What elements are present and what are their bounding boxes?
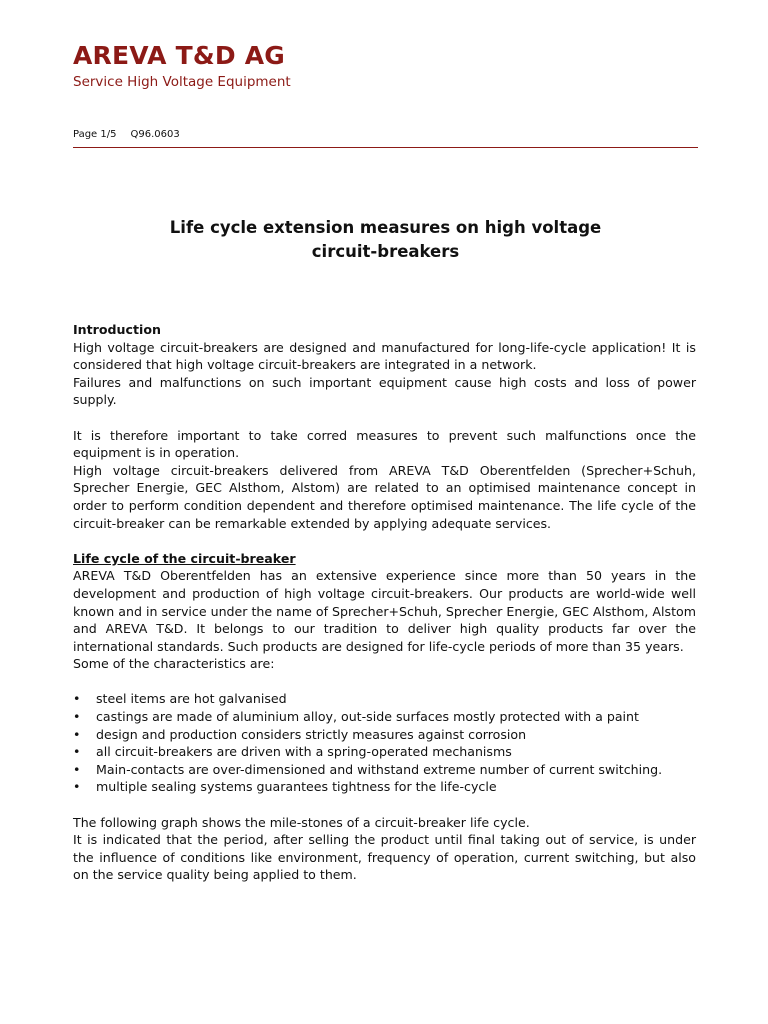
intro-paragraph-3: It is therefore important to take corred measures to prevent such malfunctions once the equipment is in operation.: [73, 427, 696, 461]
introduction-heading: Introduction: [73, 322, 161, 337]
bullet-icon: •: [73, 709, 81, 725]
document-body: [73, 321, 696, 884]
bullet-icon: •: [73, 761, 81, 777]
document-number: Q96.0603: [130, 129, 180, 140]
intro-paragraph-2: Failures and malfunctions on such important equipment cause high costs and loss of power supply.: [73, 374, 696, 408]
lifecycle-paragraph-1: AREVA T&D Oberentfelden has an extensive experience since more than 50 years in the development and production of high voltage circuit-breakers. Our products are world-wide well known and in service under the name of Sprecher+Schuh, Sprecher Energie, GEC Alsthom, Alstom and AREVA T&D. It belongs to our tradition to deliver high quality products far over the international standards. Such products are designed for life-cycle periods of more than 35 years.: [73, 568, 696, 654]
list-item: • multiple sealing systems guarantees tightness for the life-cycle: [73, 779, 497, 795]
page-number: Page 1/5: [73, 129, 117, 140]
company-name: AREVA T&D AG: [73, 41, 285, 70]
characteristics-list: [73, 690, 696, 796]
list-item: • Main-contacts are over-dimensioned and withstand extreme number of current switching.: [73, 761, 663, 777]
intro-paragraph-4: High voltage circuit-breakers delivered from AREVA T&D Oberentfelden (Sprecher+Schuh, Sprecher Energie, GEC Alsthom, Alstom) are related to an optimised maintenance concept in order to perform condition dependent and therefore optimised maintenance. The life cycle of the circuit-breaker can be remarkable extended by applying adequate services.: [73, 462, 696, 531]
list-item: • design and production considers strictly measures against corrosion: [73, 726, 527, 742]
spacer: [73, 673, 696, 691]
bullet-icon: •: [73, 779, 81, 795]
spacer: [73, 532, 696, 550]
lifecycle-paragraph-4: It is indicated that the period, after selling the product until final taking out of service, is under the influence of conditions like environment, frequency of operation, current switching, but also on the service quality being applied to them.: [73, 832, 696, 883]
lifecycle-paragraph-3: The following graph shows the mile-stones of a circuit-breaker life cycle.: [73, 814, 530, 830]
list-item: • castings are made of aluminium alloy, out-side surfaces mostly protected with a paint: [73, 709, 639, 725]
title-line-2: circuit-breakers: [311, 242, 460, 261]
spacer: [73, 796, 696, 814]
list-item: • all circuit-breakers are driven with a spring-operated mechanisms: [73, 744, 512, 760]
list-item: • steel items are hot galvanised: [73, 691, 287, 707]
lifecycle-paragraph-2: Some of the characteristics are:: [73, 656, 275, 672]
header-divider: [73, 147, 698, 148]
bullet-icon: •: [73, 726, 81, 742]
bullet-icon: •: [73, 744, 81, 760]
lifecycle-heading: Life cycle of the circuit-breaker: [73, 550, 296, 566]
division-name: Service High Voltage Equipment: [73, 74, 291, 90]
bullet-icon: •: [73, 691, 81, 707]
intro-paragraph-1: High voltage circuit-breakers are designed and manufactured for long-life-cycle application! It is considered that high voltage circuit-breakers are integrated in a network.: [73, 339, 696, 373]
page-meta: [73, 128, 180, 142]
title-line-1: Life cycle extension measures on high voltage: [169, 218, 602, 237]
document-title: [73, 216, 698, 264]
spacer: [73, 409, 696, 427]
